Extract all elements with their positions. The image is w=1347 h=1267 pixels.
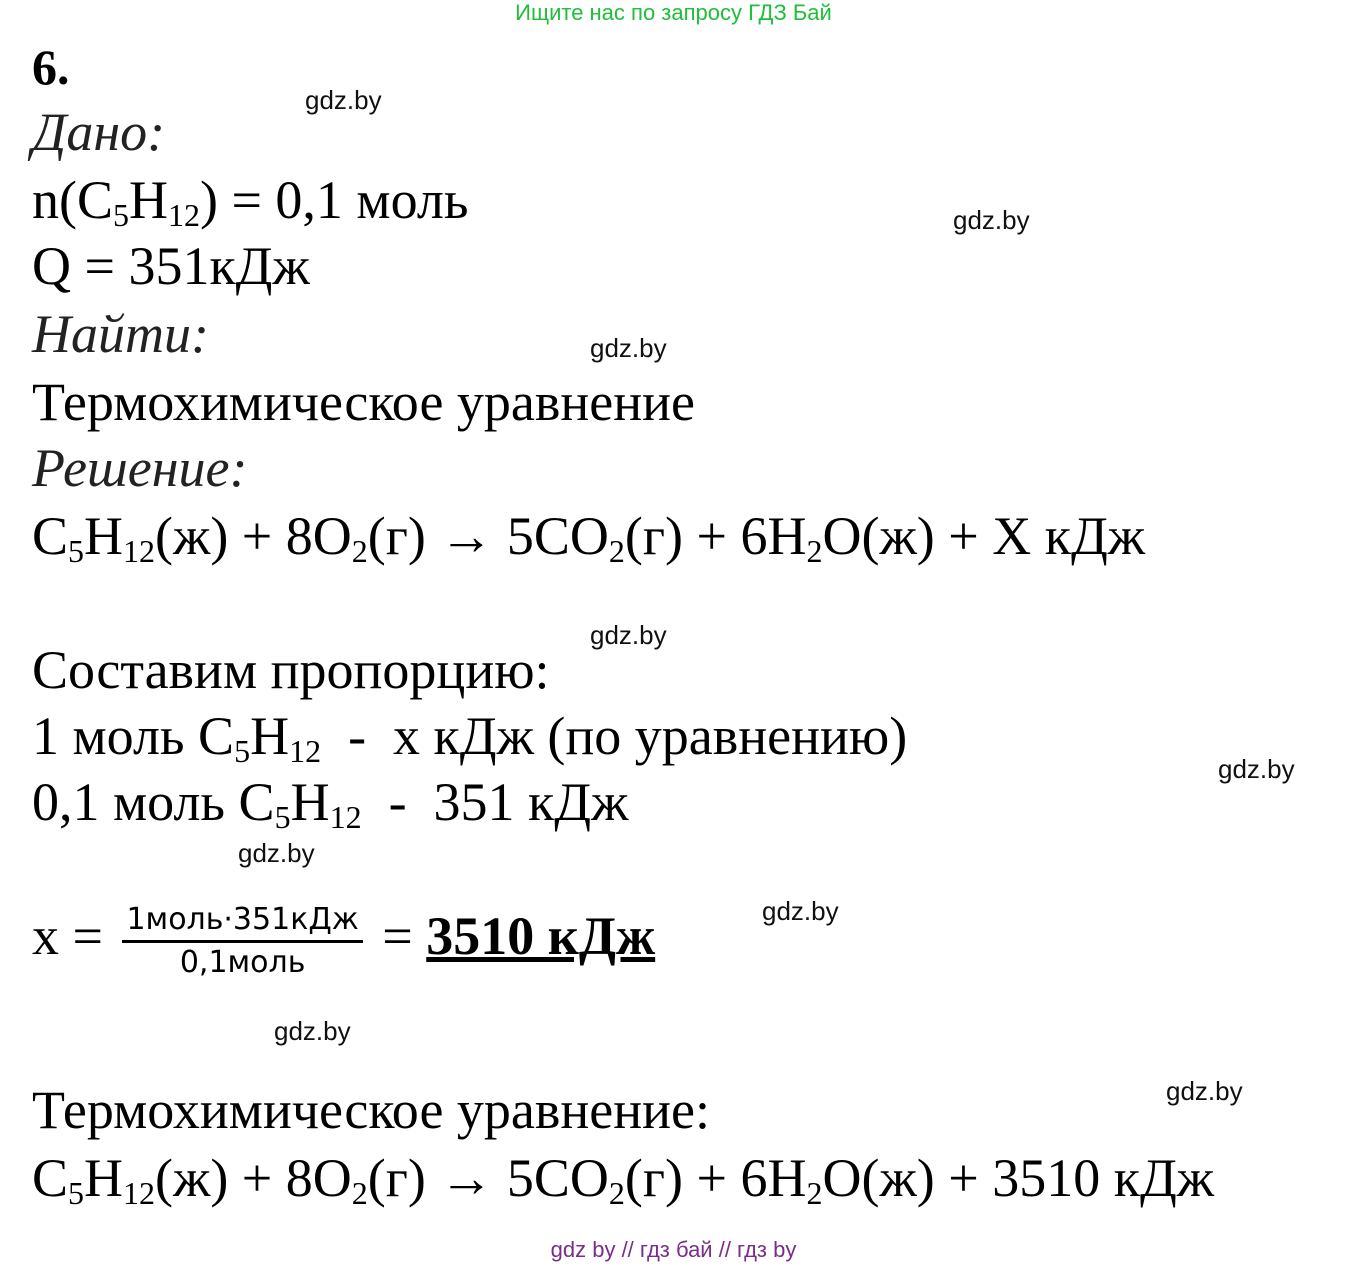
watermark: gdz.by <box>762 896 839 926</box>
top-banner: Ищите нас по запросу ГДЗ Бай <box>515 0 832 25</box>
final-equation: C5H12(ж) + 8O2(г) → 5CO2(г) + 6H2O(ж) + 3510 кДж <box>32 1148 1215 1211</box>
watermark: gdz.by <box>274 1016 351 1046</box>
proportion-line-2: 0,1 моль C5H12 - 351 кДж <box>32 772 629 835</box>
find-label: Найти: <box>32 304 209 364</box>
watermark: gdz.by <box>1166 1076 1243 1106</box>
watermark: gdz.by <box>305 85 382 115</box>
solution-label: Решение: <box>32 438 248 498</box>
given-amount: n(C5H12) = 0,1 моль <box>32 170 469 233</box>
watermark: gdz.by <box>238 838 315 868</box>
proportion-label: Составим пропорцию: <box>32 640 550 700</box>
final-label: Термохимическое уравнение: <box>32 1080 711 1140</box>
find-text: Термохимическое уравнение <box>32 372 696 432</box>
calc-equals: = <box>382 905 413 966</box>
proportion-line-1: 1 моль C5H12 - x кДж (по уравнению) <box>32 706 908 769</box>
problem-number: 6. <box>32 39 70 95</box>
watermark: gdz.by <box>590 620 667 650</box>
watermark: gdz.by <box>590 333 667 363</box>
given-label: Дано: <box>32 102 166 162</box>
calc-denominator: 0,1моль <box>179 945 306 980</box>
calc-fraction <box>122 900 362 983</box>
watermark: gdz.by <box>953 205 1030 235</box>
footer: gdz by // гдз бай // гдз by <box>550 1237 797 1262</box>
watermark: gdz.by <box>1218 754 1295 784</box>
calc-lhs: x = <box>32 905 103 966</box>
calc-numerator: 1моль·351кДж <box>122 900 362 943</box>
reaction-equation: C5H12(ж) + 8O2(г) → 5CO2(г) + 6H2O(ж) + X кДж <box>32 506 1146 569</box>
calculation <box>32 900 655 983</box>
calc-result: 3510 кДж <box>426 905 656 966</box>
given-heat: Q = 351кДж <box>32 236 310 296</box>
